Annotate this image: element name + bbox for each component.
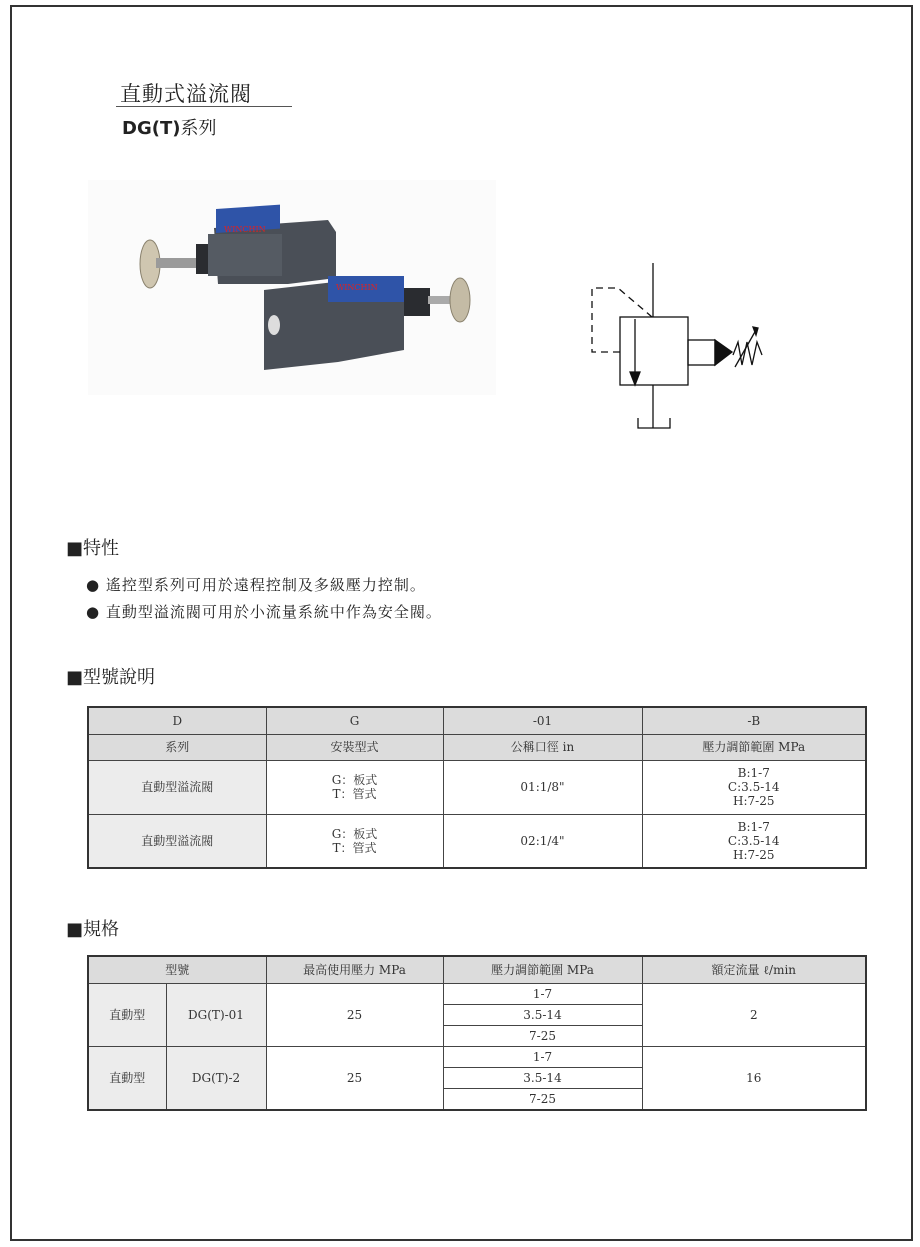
table-row — [88, 1046, 866, 1110]
series-cell: 直動型溢流閥 — [88, 760, 266, 814]
specs-table — [87, 955, 867, 1111]
model-code-table — [87, 706, 867, 869]
hydraulic-symbol — [570, 255, 780, 435]
range-value: 7-25 — [444, 1025, 642, 1046]
max-pressure-cell: 25 — [266, 1046, 443, 1110]
header-row — [88, 956, 866, 983]
range-cell — [443, 1046, 642, 1110]
flow-cell: 16 — [642, 1046, 866, 1110]
features-heading: ■特性 — [66, 538, 120, 559]
column-header: 最高使用壓力 MPa — [266, 956, 443, 983]
feature-item: ● 直動型溢流閥可用於小流量系統中作為安全閥。 — [86, 603, 442, 621]
pressure-option: H:7-25 — [733, 847, 775, 862]
pressure-option: C:3.5-14 — [727, 833, 780, 848]
feature-item: ● 遙控型系列可用於遠程控制及多級壓力控制。 — [86, 576, 426, 594]
mount-cell — [266, 814, 443, 868]
mount-option: T：管式 — [332, 787, 377, 801]
size-cell: 02:1/4" — [443, 814, 642, 868]
model-cell: DG(T)-01 — [166, 983, 266, 1046]
size-cell: 01:1/8" — [443, 760, 642, 814]
table-row — [88, 814, 866, 868]
column-header: 型號 — [88, 956, 266, 983]
title-divider — [116, 106, 292, 107]
flow-cell: 2 — [642, 983, 866, 1046]
column-header: 系列 — [88, 734, 266, 760]
table-row — [88, 983, 866, 1046]
pressure-cell — [642, 814, 866, 868]
column-header: 公稱口徑 in — [443, 734, 642, 760]
page-title: 直動式溢流閥 — [120, 82, 252, 106]
header-row — [88, 734, 866, 760]
brand-label: WINCHIN — [224, 225, 266, 234]
series-cell: 直動型溢流閥 — [88, 814, 266, 868]
series-code: DG(T) — [122, 118, 181, 139]
column-header: 壓力調節範圍 MPa — [443, 956, 642, 983]
pressure-option: B:1-7 — [737, 819, 770, 834]
pressure-option: H:7-25 — [733, 794, 775, 808]
model-cell: DG(T)-2 — [166, 1046, 266, 1110]
mount-option: T：管式 — [332, 840, 377, 855]
pressure-option: B:1-7 — [737, 766, 770, 780]
pressure-cell — [642, 760, 866, 814]
range-value: 1-7 — [532, 1049, 553, 1064]
brand-label: WINCHIN — [336, 283, 378, 292]
type-cell: 直動型 — [88, 983, 166, 1046]
code-row — [88, 707, 866, 734]
series-suffix: 系列 — [180, 118, 217, 139]
column-header: 壓力調節範圍 MPa — [642, 734, 866, 760]
range-value: 1-7 — [532, 986, 553, 1001]
range-value: 3.5-14 — [444, 1004, 642, 1025]
product-photo — [88, 180, 496, 395]
code-cell: G — [266, 707, 443, 734]
model-explanation-heading: ■型號說明 — [66, 667, 156, 688]
code-cell: D — [88, 707, 266, 734]
code-cell: -B — [642, 707, 866, 734]
max-pressure-cell: 25 — [266, 983, 443, 1046]
pressure-option: C:3.5-14 — [727, 780, 780, 794]
mount-option: G：板式 — [331, 826, 378, 841]
range-value: 3.5-14 — [444, 1067, 642, 1088]
specs-heading: ■規格 — [66, 919, 120, 940]
table-row — [88, 760, 866, 814]
series-title — [122, 114, 216, 140]
type-cell: 直動型 — [88, 1046, 166, 1110]
column-header: 額定流量 ℓ/min — [642, 956, 866, 983]
range-value: 7-25 — [444, 1088, 642, 1109]
column-header: 安裝型式 — [266, 734, 443, 760]
code-cell: -01 — [443, 707, 642, 734]
mount-cell — [266, 760, 443, 814]
range-cell — [443, 983, 642, 1046]
mount-option: G：板式 — [331, 773, 378, 787]
